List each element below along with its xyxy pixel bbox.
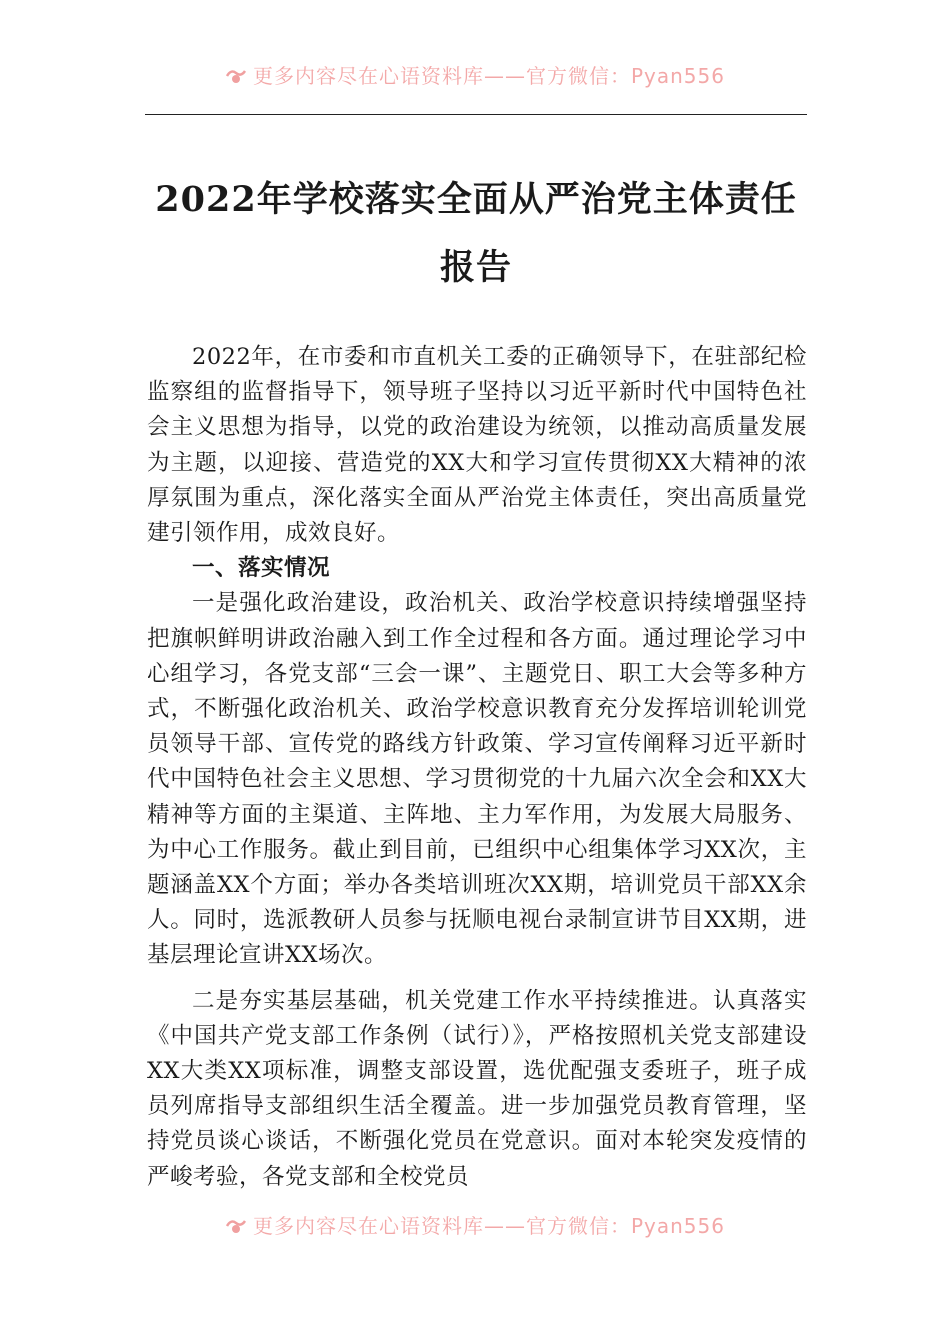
body-paragraph-2: 二是夯实基层基础，机关党建工作水平持续推进。认真落实《中国共产党支部工作条例（试行）》，严格按照机关党支部建设XX大类XX项标准，调整支部设置，选优配强支委班子，班子成员列席指导支部组织生活全覆盖。进一步加强党员教育管理，坚持党员谈心谈话，不断强化党员在党意识。面对本轮突发疫情的严峻考验，各党支部和全校党员 xyxy=(147,987,807,1190)
body-paragraph-1: 一是强化政治建设，政治机关、政治学校意识持续增强坚持把旗帜鲜明讲政治融入到工作全过程和各方面。通过理论学习中心组学习，各党支部“三会一课”、主题党日、职工大会等多种方式，不断强化政治机关、政治学校意识教育充分发挥培训轮训党员领导干部、宣传党的路线方针政策、学习宣传阐释习近平新时代中国特色社会主义思想、学习贯彻党的十九届六次全会和XX大精神等方面的主渠道、主阵地、主力军作用，为发展大局服务、为中心工作服务。截止到目前，已组织中心组集体学习XX次，主题涵盖XX个方面；举办各类培训班次XX期，培训党员干部XX余人。同时，选派教研人员参与抚顺电视台录制宣讲节目XX期，进基层理论宣讲XX场次。 xyxy=(147,590,807,969)
watermark-top xyxy=(0,60,950,89)
watermark-text: 更多内容尽在心语资料库——官方微信：Pyan556 xyxy=(252,1214,725,1238)
watermark-logo-icon xyxy=(225,1217,247,1235)
watermark-bottom xyxy=(0,1210,950,1239)
watermark-text: 更多内容尽在心语资料库——官方微信：Pyan556 xyxy=(252,64,725,88)
section-heading: 一、落实情况 xyxy=(192,555,331,582)
header-rule xyxy=(145,114,807,115)
document-title: 2022年学校落实全面从严治党主体责任报告 xyxy=(155,179,797,288)
intro-paragraph: 2022年，在市委和市直机关工委的正确领导下，在驻部纪检监察组的监督指导下，领导班子坚持以习近平新时代中国特色社会主义思想为指导，以党的政治建设为统领，以推动高质量发展为主题，以迎接、营造党的XX大和学习宣传贯彻XX大精神的浓厚氛围为重点，深化落实全面从严治党主体责任，突出高质量党建引领作用，成效良好。 xyxy=(147,344,807,547)
document-body xyxy=(147,340,807,1195)
watermark-logo-icon xyxy=(225,67,247,85)
